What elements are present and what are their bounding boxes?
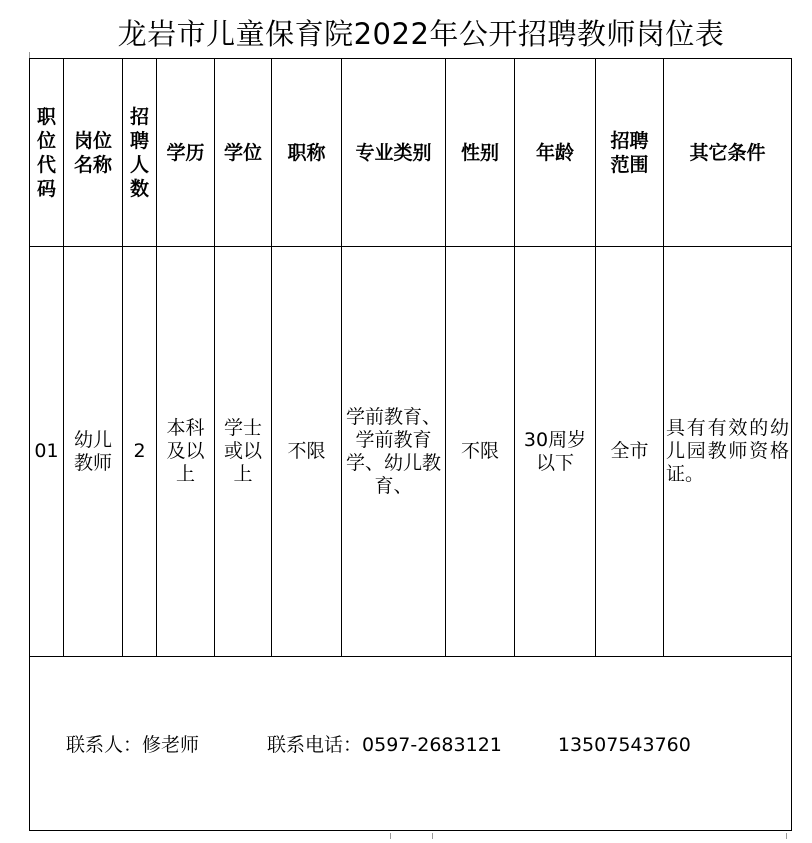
table-cell: 30周岁以下	[515, 247, 596, 657]
table-cell: 学士或以上	[215, 247, 272, 657]
table-cell: 本科及以上	[157, 247, 215, 657]
table-header-row	[30, 59, 792, 247]
contact-person-label: 联系人：	[66, 734, 143, 756]
header-cell: 招聘范围	[596, 59, 664, 247]
contact-person: 修老师	[142, 734, 200, 756]
page-mark	[29, 52, 30, 58]
recruitment-table	[29, 58, 792, 831]
table-cell: 2	[123, 247, 157, 657]
contact-cell	[30, 657, 792, 831]
page-mark	[390, 833, 391, 839]
header-cell: 职称	[272, 59, 342, 247]
page-mark	[432, 833, 433, 839]
header-cell: 学位	[215, 59, 272, 247]
header-cell: 性别	[446, 59, 515, 247]
table-cell: 学前教育、学前教育学、幼儿教育、	[342, 247, 446, 657]
table-cell: 不限	[272, 247, 342, 657]
header-cell: 岗位名称	[64, 59, 123, 247]
header-cell: 年龄	[515, 59, 596, 247]
header-cell: 其它条件	[664, 59, 792, 247]
header-cell: 学历	[157, 59, 215, 247]
table-cell: 幼儿教师	[64, 247, 123, 657]
table-cell: 01	[30, 247, 64, 657]
header-cell: 专业类别	[342, 59, 446, 247]
contact-phone-label: 联系电话：	[267, 734, 363, 756]
contact-phone: 0597-2683121	[362, 734, 502, 756]
page-title: 龙岩市儿童保育院2022年公开招聘教师岗位表	[117, 17, 725, 51]
header-cell: 招聘人数	[123, 59, 157, 247]
header-cell: 职位代码	[30, 59, 64, 247]
table-cell: 不限	[446, 247, 515, 657]
page-mark	[786, 833, 787, 839]
table-row	[30, 247, 792, 657]
table-cell: 全市	[596, 247, 664, 657]
contact-row	[30, 657, 792, 831]
contact-mobile: 13507543760	[557, 734, 691, 756]
table-cell: 具有有效的幼儿园教师资格证。	[664, 247, 792, 657]
